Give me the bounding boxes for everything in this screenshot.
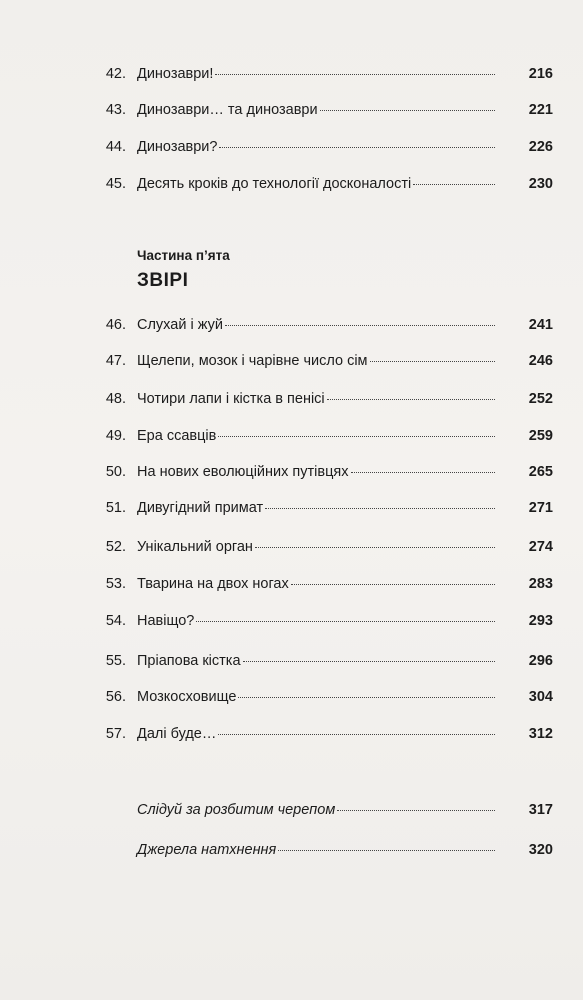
chapter-title: Дивугідний примат [137, 500, 264, 516]
leader-dots [413, 172, 495, 185]
leader-dots [238, 685, 495, 698]
page-number: 274 [528, 539, 553, 555]
toc-entry-51[interactable] [0, 496, 583, 520]
chapter-number: 53. [105, 576, 126, 592]
chapter-number: 54. [105, 613, 126, 629]
page-number: 312 [528, 726, 553, 742]
leader-dots [265, 496, 495, 509]
chapter-title: Тварина на двох ногах [137, 576, 289, 592]
chapter-title: Динозаври! [137, 66, 214, 82]
toc-appendix-1[interactable] [0, 798, 583, 822]
chapter-number: 50. [105, 464, 126, 480]
part-title: ЗВІРІ [137, 270, 189, 291]
leader-dots [255, 535, 495, 548]
leader-dots [278, 838, 495, 851]
toc-appendix-2[interactable] [0, 838, 583, 862]
page-number: 241 [528, 317, 553, 333]
chapter-title: Пріапова кістка [137, 653, 241, 669]
page-number: 293 [528, 613, 553, 629]
leader-dots [225, 313, 495, 326]
toc-entry-56[interactable] [0, 685, 583, 709]
leader-dots [196, 609, 495, 622]
toc-entry-45[interactable] [0, 172, 583, 196]
page-number: 216 [528, 66, 553, 82]
leader-dots [327, 387, 495, 400]
chapter-number: 43. [105, 102, 126, 118]
toc-entry-57[interactable] [0, 722, 583, 746]
chapter-title: Слухай і жуй [137, 317, 223, 333]
toc-entry-49[interactable] [0, 424, 583, 448]
chapter-number: 51. [105, 500, 126, 516]
page-number: 259 [528, 428, 553, 444]
chapter-number: 46. [105, 317, 126, 333]
chapter-number: 52. [105, 539, 126, 555]
chapter-number: 57. [105, 726, 126, 742]
leader-dots [218, 722, 495, 735]
page-number: 246 [528, 353, 553, 369]
chapter-title: Ера ссавців [137, 428, 217, 444]
page-number: 283 [528, 576, 553, 592]
leader-dots [351, 460, 496, 473]
toc-entry-44[interactable] [0, 135, 583, 159]
leader-dots [219, 135, 495, 148]
chapter-title: Навіщо? [137, 613, 195, 629]
page-number: 265 [528, 464, 553, 480]
page-number: 296 [528, 653, 553, 669]
chapter-title: Чотири лапи і кістка в пенісі [137, 391, 325, 407]
page-number: 317 [528, 802, 553, 818]
chapter-title: Динозаври… та динозаври [137, 102, 318, 118]
toc-entry-54[interactable] [0, 609, 583, 633]
appendix-title: Джерела натхнення [137, 842, 277, 858]
part-label: Частина п’ята [137, 248, 230, 263]
chapter-title: Щелепи, мозок і чарівне число сім [137, 353, 368, 369]
chapter-title: Мозкосховище [137, 689, 237, 705]
toc-entry-48[interactable] [0, 387, 583, 411]
leader-dots [243, 649, 495, 662]
page-number: 230 [528, 176, 553, 192]
chapter-title: Далі буде… [137, 726, 217, 742]
toc-entry-47[interactable] [0, 349, 583, 373]
toc-entry-53[interactable] [0, 572, 583, 596]
page-number: 271 [528, 500, 553, 516]
chapter-number: 56. [105, 689, 126, 705]
toc-entry-42[interactable] [0, 62, 583, 86]
chapter-number: 44. [105, 139, 126, 155]
chapter-number: 42. [105, 66, 126, 82]
page-number: 304 [528, 689, 553, 705]
toc-entry-43[interactable] [0, 98, 583, 122]
page-number: 226 [528, 139, 553, 155]
leader-dots [370, 349, 495, 362]
chapter-number: 55. [105, 653, 126, 669]
leader-dots [337, 798, 495, 811]
toc-entry-46[interactable] [0, 313, 583, 337]
leader-dots [218, 424, 495, 437]
chapter-number: 45. [105, 176, 126, 192]
appendix-title: Слідуй за розбитим черепом [137, 802, 336, 818]
toc-entry-50[interactable] [0, 460, 583, 484]
chapter-number: 47. [105, 353, 126, 369]
leader-dots [215, 62, 495, 75]
chapter-title: Унікальний орган [137, 539, 253, 555]
page-number: 221 [528, 102, 553, 118]
page-number: 252 [528, 391, 553, 407]
chapter-number: 48. [105, 391, 126, 407]
toc-entry-52[interactable] [0, 535, 583, 559]
leader-dots [291, 572, 495, 585]
toc-entry-55[interactable] [0, 649, 583, 673]
chapter-title: Десять кроків до технології досконалості [137, 176, 412, 192]
chapter-title: На нових еволюційних путівцях [137, 464, 349, 480]
chapter-title: Динозаври? [137, 139, 218, 155]
page-number: 320 [528, 842, 553, 858]
chapter-number: 49. [105, 428, 126, 444]
leader-dots [320, 98, 495, 111]
